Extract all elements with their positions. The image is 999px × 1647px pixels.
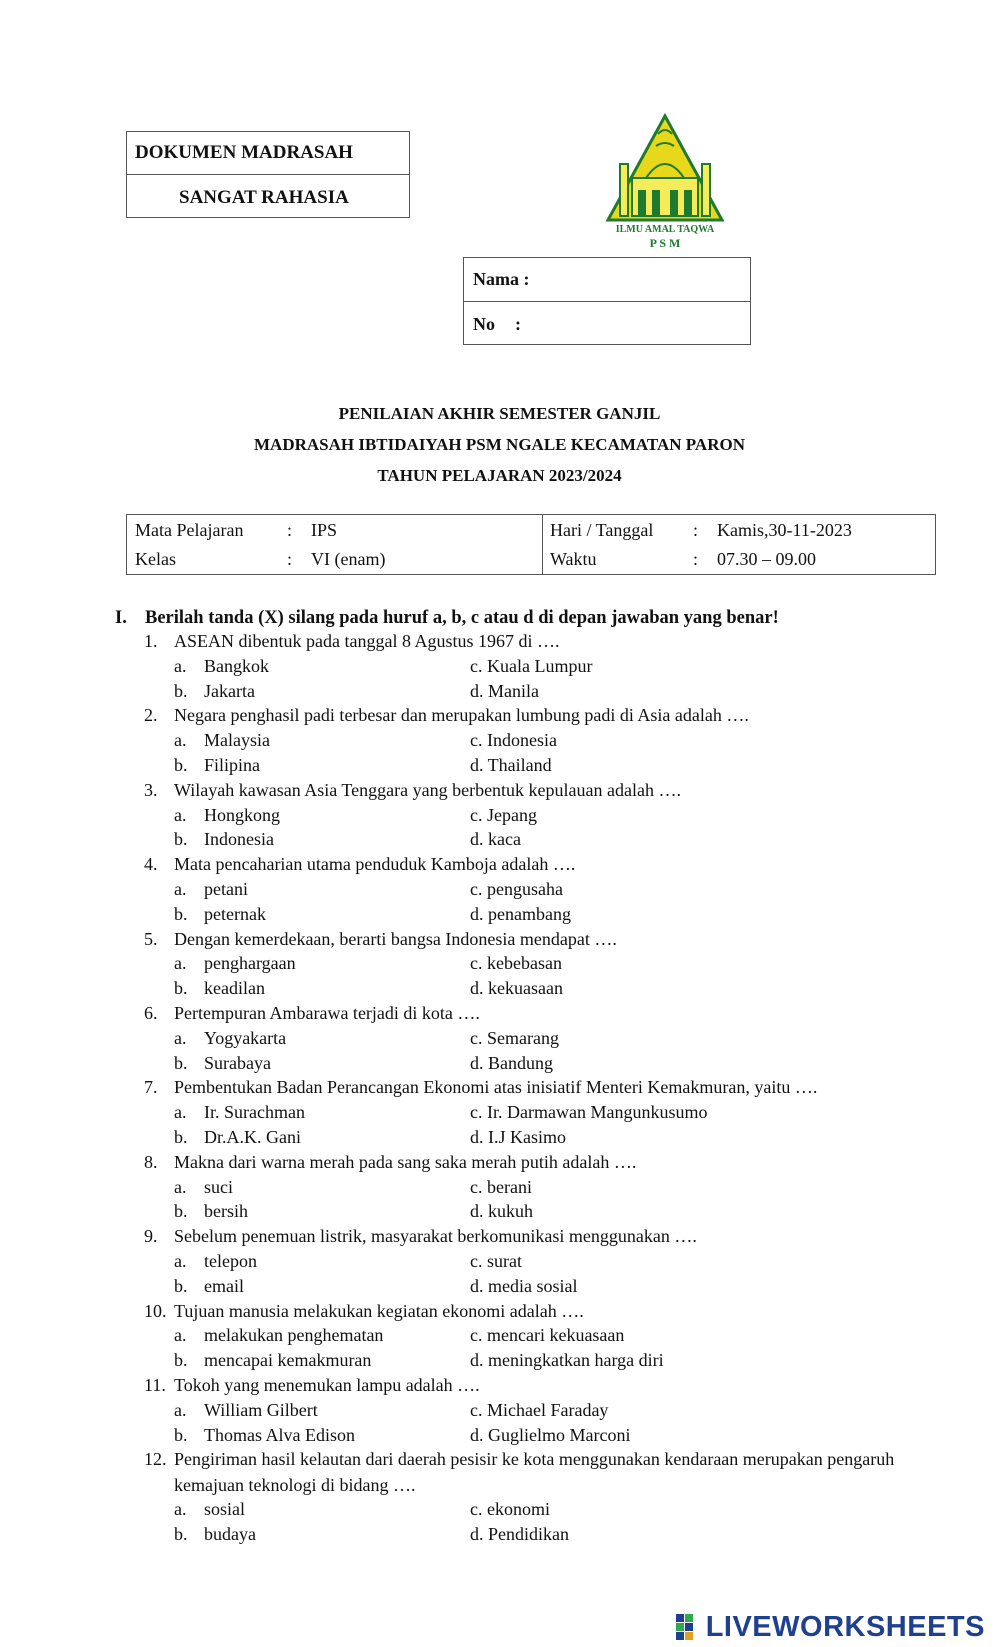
class-colon: : [287,549,293,569]
option-letter: b. [174,1127,188,1147]
date-value: Kamis,30-11-2023 [717,520,852,540]
option-b[interactable] [174,1124,301,1150]
option-text: suci [204,1176,233,1197]
option-b[interactable] [174,1273,244,1299]
option-d[interactable]: d. kaca [470,829,521,850]
name-field-label: Nama : [464,258,750,302]
logo-motto: ILMU AMAL TAQWA [615,224,715,235]
option-c[interactable]: c. surat [470,1251,522,1271]
question-item [144,1074,944,1100]
option-text: budaya [204,1523,256,1544]
question-item [144,1223,944,1249]
question-item [144,1372,944,1398]
option-d[interactable]: d. meningkatkan harga diri [470,1350,664,1371]
date-colon: : [693,520,699,540]
option-a[interactable] [174,950,296,976]
question-text: Wilayah kawasan Asia Tenggara yang berbentuk kepulauan adalah …. [174,779,681,800]
question-number: 7. [144,1077,158,1098]
option-letter: a. [174,879,187,899]
option-text: keadilan [204,978,265,999]
option-letter: b. [174,755,188,775]
question-number: 2. [144,705,158,726]
option-text: mencapai kemakmuran [204,1350,372,1371]
question-text: Dengan kemerdekaan, berarti bangsa Indonesia mendapat …. [174,928,617,949]
option-a[interactable] [174,1496,245,1522]
option-a[interactable] [174,727,270,753]
option-letter: b. [174,680,188,701]
option-letter: b. [174,1424,188,1445]
logo-initials: P S M [649,236,681,250]
question-item [144,851,944,877]
option-letter: a. [174,1176,187,1197]
option-letter: b. [174,903,188,924]
exam-title: PENILAIAN AKHIR SEMESTER GANJIL [338,404,661,423]
option-b[interactable] [174,1347,371,1373]
option-text: Thomas Alva Edison [204,1424,355,1445]
option-text: melakukan penghematan [204,1325,384,1346]
question-number: 1. [144,631,158,651]
option-a[interactable] [174,876,248,902]
option-text: bersih [204,1201,248,1222]
option-b[interactable] [174,1198,248,1224]
option-letter: a. [174,1027,187,1048]
question-number: 6. [144,1003,158,1023]
option-a[interactable] [174,1174,233,1200]
question-item [144,1446,944,1498]
question-item [144,1298,944,1324]
option-d[interactable]: d. kukuh [470,1201,533,1222]
option-b[interactable] [174,901,266,927]
option-d[interactable]: d. Manila [470,680,539,701]
option-c[interactable]: c. Ir. Darmawan Mangunkusumo [470,1102,708,1123]
option-text: Dr.A.K. Gani [204,1127,301,1147]
option-c[interactable]: c. ekonomi [470,1499,550,1519]
question-item [144,777,944,803]
question-number: 8. [144,1151,158,1172]
question-text: ASEAN dibentuk pada tanggal 8 Agustus 1967 di …. [174,631,560,651]
question-text: Tokoh yang menemukan lampu adalah …. [174,1375,480,1395]
question-text: Sebelum penemuan listrik, masyarakat berkomunikasi menggunakan …. [174,1226,697,1247]
option-text: sosial [204,1499,246,1519]
option-a[interactable] [174,802,280,828]
option-d[interactable]: d. I.J Kasimo [470,1127,566,1147]
option-a[interactable] [174,653,269,679]
time-label: Waktu [550,549,597,569]
question-number: 11. [144,1375,166,1395]
option-letter: b. [174,978,188,999]
option-text: Surabaya [204,1052,271,1073]
option-text: Yogyakarta [204,1027,287,1048]
question-text: Tujuan manusia melakukan kegiatan ekonomi adalah …. [174,1300,584,1321]
option-b[interactable] [174,1050,271,1076]
option-b[interactable] [174,826,274,852]
section-instruction [115,608,779,629]
subject-label: Mata Pelajaran [135,520,244,540]
option-a[interactable] [174,1248,257,1274]
option-c[interactable]: c. pengusaha [470,879,563,899]
option-d[interactable]: d. kekuasaan [470,978,563,999]
question-number: 9. [144,1226,158,1247]
instruction-text: Berilah tanda (X) silang pada huruf a, b, c atau d di depan jawaban yang benar! [145,608,779,628]
option-c[interactable]: c. Semarang [470,1027,559,1048]
option-text: Filipina [204,755,261,775]
option-a[interactable] [174,1025,286,1051]
question-text: Makna dari warna merah pada sang saka merah putih adalah …. [174,1151,637,1172]
liveworksheets-brand [676,1611,985,1644]
option-c[interactable]: c. kebebasan [470,953,562,974]
question-item [144,628,944,654]
doc-label: DOKUMEN MADRASAH [127,132,409,175]
liveworksheets-icon [676,1614,702,1640]
option-c[interactable]: c. Jepang [470,804,537,825]
exam-info-table [126,514,936,575]
option-c[interactable]: c. Kuala Lumpur [470,655,593,676]
question-item [144,926,944,952]
option-b[interactable] [174,975,265,1001]
option-letter: b. [174,1523,188,1544]
question-item [144,1000,944,1026]
question-text: Negara penghasil padi terbesar dan merupakan lumbung padi di Asia adalah …. [174,705,749,726]
option-b[interactable] [174,1422,355,1448]
option-c[interactable]: c. Michael Faraday [470,1399,609,1420]
option-text: email [204,1275,244,1296]
option-letter: a. [174,1102,187,1123]
question-text: Pembentukan Badan Perancangan Ekonomi atas inisiatif Menteri Kemakmuran, yaitu …. [174,1077,818,1098]
question-number: 3. [144,779,158,800]
option-text: Hongkong [204,804,280,825]
subject-value: IPS [311,520,338,540]
subject-colon: : [287,520,293,540]
option-d[interactable]: d. media sosial [470,1275,578,1296]
option-letter: a. [174,1499,187,1519]
question-item [144,1149,944,1175]
brand-name: LIVEWORKSHEETS [705,1611,985,1643]
option-d[interactable]: d. Pendidikan [470,1523,569,1544]
question-text: Mata pencaharian utama penduduk Kamboja adalah …. [174,854,576,875]
option-letter: a. [174,1325,187,1346]
option-b[interactable] [174,1521,256,1547]
option-text: William Gilbert [204,1399,318,1420]
option-letter: b. [174,1275,188,1296]
option-a[interactable] [174,1322,383,1348]
question-item [144,702,944,728]
class-value: VI (enam) [311,549,386,569]
number-field-colon: : [515,314,521,334]
date-label: Hari / Tanggal [550,520,654,540]
time-value: 07.30 – 09.00 [717,549,816,569]
option-text: peternak [204,903,266,924]
option-c[interactable]: c. berani [470,1176,532,1197]
time-colon: : [693,549,699,569]
question-text: Pertempuran Ambarawa terjadi di kota …. [174,1003,480,1023]
option-text: Indonesia [204,829,274,850]
option-text: Bangkok [204,655,269,676]
option-letter: a. [174,730,187,751]
option-a[interactable] [174,1397,318,1423]
option-text: Jakarta [204,680,255,701]
academic-year: TAHUN PELAJARAN 2023/2024 [377,466,622,485]
question-number: 4. [144,854,158,875]
number-field-label: No [473,314,495,334]
option-d[interactable]: d. Thailand [470,755,552,775]
option-letter: b. [174,1052,188,1073]
option-d[interactable]: d. Bandung [470,1052,553,1073]
option-text: penghargaan [204,953,296,974]
school-name: MADRASAH IBTIDAIYAH PSM NGALE KECAMATAN PARON [254,435,745,454]
option-letter: a. [174,953,187,974]
option-letter: a. [174,804,187,825]
section-number: I. [115,608,127,628]
question-text: Pengiriman hasil kelautan dari daerah pesisir ke kota menggunakan kendaraan merupakan pengaruh kemajuan teknologi di bidang …. [174,1449,895,1496]
option-letter: b. [174,1201,188,1222]
class-label: Kelas [135,549,176,569]
secrecy-label: SANGAT RAHASIA [179,187,349,208]
option-d[interactable]: d. penambang [470,903,571,924]
option-letter: b. [174,1350,188,1371]
question-number: 10. [144,1300,167,1321]
option-letter: a. [174,655,187,676]
option-text: Malaysia [204,730,270,751]
option-a[interactable] [174,1099,305,1125]
option-b[interactable] [174,678,255,704]
student-identity-box [463,257,751,345]
option-d[interactable]: d. Guglielmo Marconi [470,1424,631,1445]
option-text: Ir. Surachman [204,1102,305,1123]
option-letter: b. [174,829,188,850]
option-c[interactable]: c. mencari kekuasaan [470,1325,625,1346]
question-number: 12. [144,1449,167,1470]
option-text: petani [204,879,248,899]
question-number: 5. [144,928,158,949]
option-letter: a. [174,1399,187,1420]
option-text: telepon [204,1251,257,1271]
document-label-box [126,131,410,218]
school-logo [598,112,732,254]
option-letter: a. [174,1251,187,1271]
option-c[interactable]: c. Indonesia [470,730,557,751]
option-b[interactable] [174,752,260,778]
